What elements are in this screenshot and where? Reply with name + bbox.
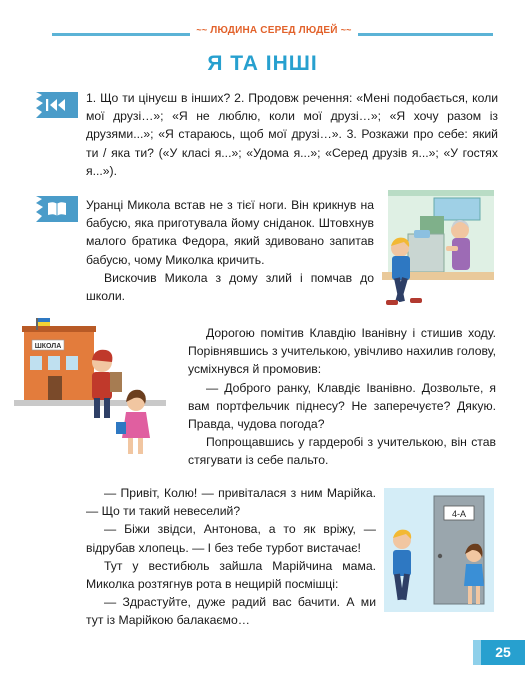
story-paragraph: — Здрастуйте, дуже радий вас бачити. А ми тут із Марійкою балакаємо… bbox=[86, 595, 376, 628]
page-number-tab bbox=[473, 640, 481, 665]
story-paragraph: Тут у вестибюль зайшла Марійчина мама. Миколка розтягнув рота в нещирій посмішці: bbox=[86, 558, 376, 592]
page-number: 25 bbox=[481, 640, 525, 665]
header-rule-left bbox=[52, 33, 190, 36]
rewind-icon bbox=[36, 92, 78, 118]
story-paragraph: — Доброго ранку, Клавдіє Іванівно. Дозвольте, я вам портфельчик піднесу? Не заперечуєте? Дякую. Правда, чудова погода? bbox=[188, 380, 496, 432]
story-paragraph: Уранці Микола встав не з тієї ноги. Він крикнув на бабусю, яка приготувала йому сніданок. Штовхнув малого братика Федора, який здивовано запитав бабусю, чому Миколка кричить. bbox=[86, 198, 374, 267]
section-title: ЛЮДИНА СЕРЕД ЛЮДЕЙ bbox=[210, 25, 338, 36]
door-sign: 4-А bbox=[451, 509, 467, 519]
story-paragraph: — Біжи звідси, Антонова, а то як вріжу, — відрубав хлопець. — І без тебе турбот вистачає! bbox=[86, 522, 376, 555]
questions-paragraph: 1. Що ти цінуєш в інших? 2. Продовж речення: «Мені подобається, коли мої друзі…»; «Я не люблю, коли мої друзі…»; «Я хочу разом із друзями...»; «Я стараюсь, щоб мої друзі…». 3. Розкажи про себе: який ти / яка ти? («У класі я...»; «Удома я...»; «Серед друзів я...»; «У гостях я...»). bbox=[86, 91, 498, 178]
story-paragraph: — Привіт, Колю! — привіталася з ним Марійка. — Що ти такий невеселий? bbox=[86, 486, 376, 519]
story-paragraph: Попрощавшись у гардеробі з учителькою, він став стягувати із себе пальто. bbox=[188, 435, 496, 468]
open-book-icon bbox=[36, 196, 78, 222]
school-illustration bbox=[14, 310, 166, 460]
section-header bbox=[190, 25, 358, 36]
kitchen-illustration bbox=[382, 190, 494, 312]
ornament-right-icon: ~~ bbox=[340, 25, 352, 35]
questions-text bbox=[86, 89, 498, 180]
page-title: Я ТА ІНШІ bbox=[207, 52, 318, 75]
story-part-1 bbox=[86, 196, 374, 305]
story-paragraph: Вискочив Микола з дому злий і помчав до школи. bbox=[86, 270, 374, 304]
school-sign: ШКОЛА bbox=[34, 343, 62, 350]
ornament-left-icon: ~~ bbox=[196, 25, 208, 35]
story-part-3 bbox=[86, 484, 376, 630]
header-rule-right bbox=[358, 33, 493, 36]
story-paragraph: Дорогою помітив Клавдію Іванівну і стишив ходу. Порівнявшись з учителькою, увічливо нахилив голову, усміхнувся й промовив: bbox=[188, 326, 496, 377]
story-part-2 bbox=[188, 324, 496, 470]
classroom-door-illustration bbox=[384, 488, 494, 612]
